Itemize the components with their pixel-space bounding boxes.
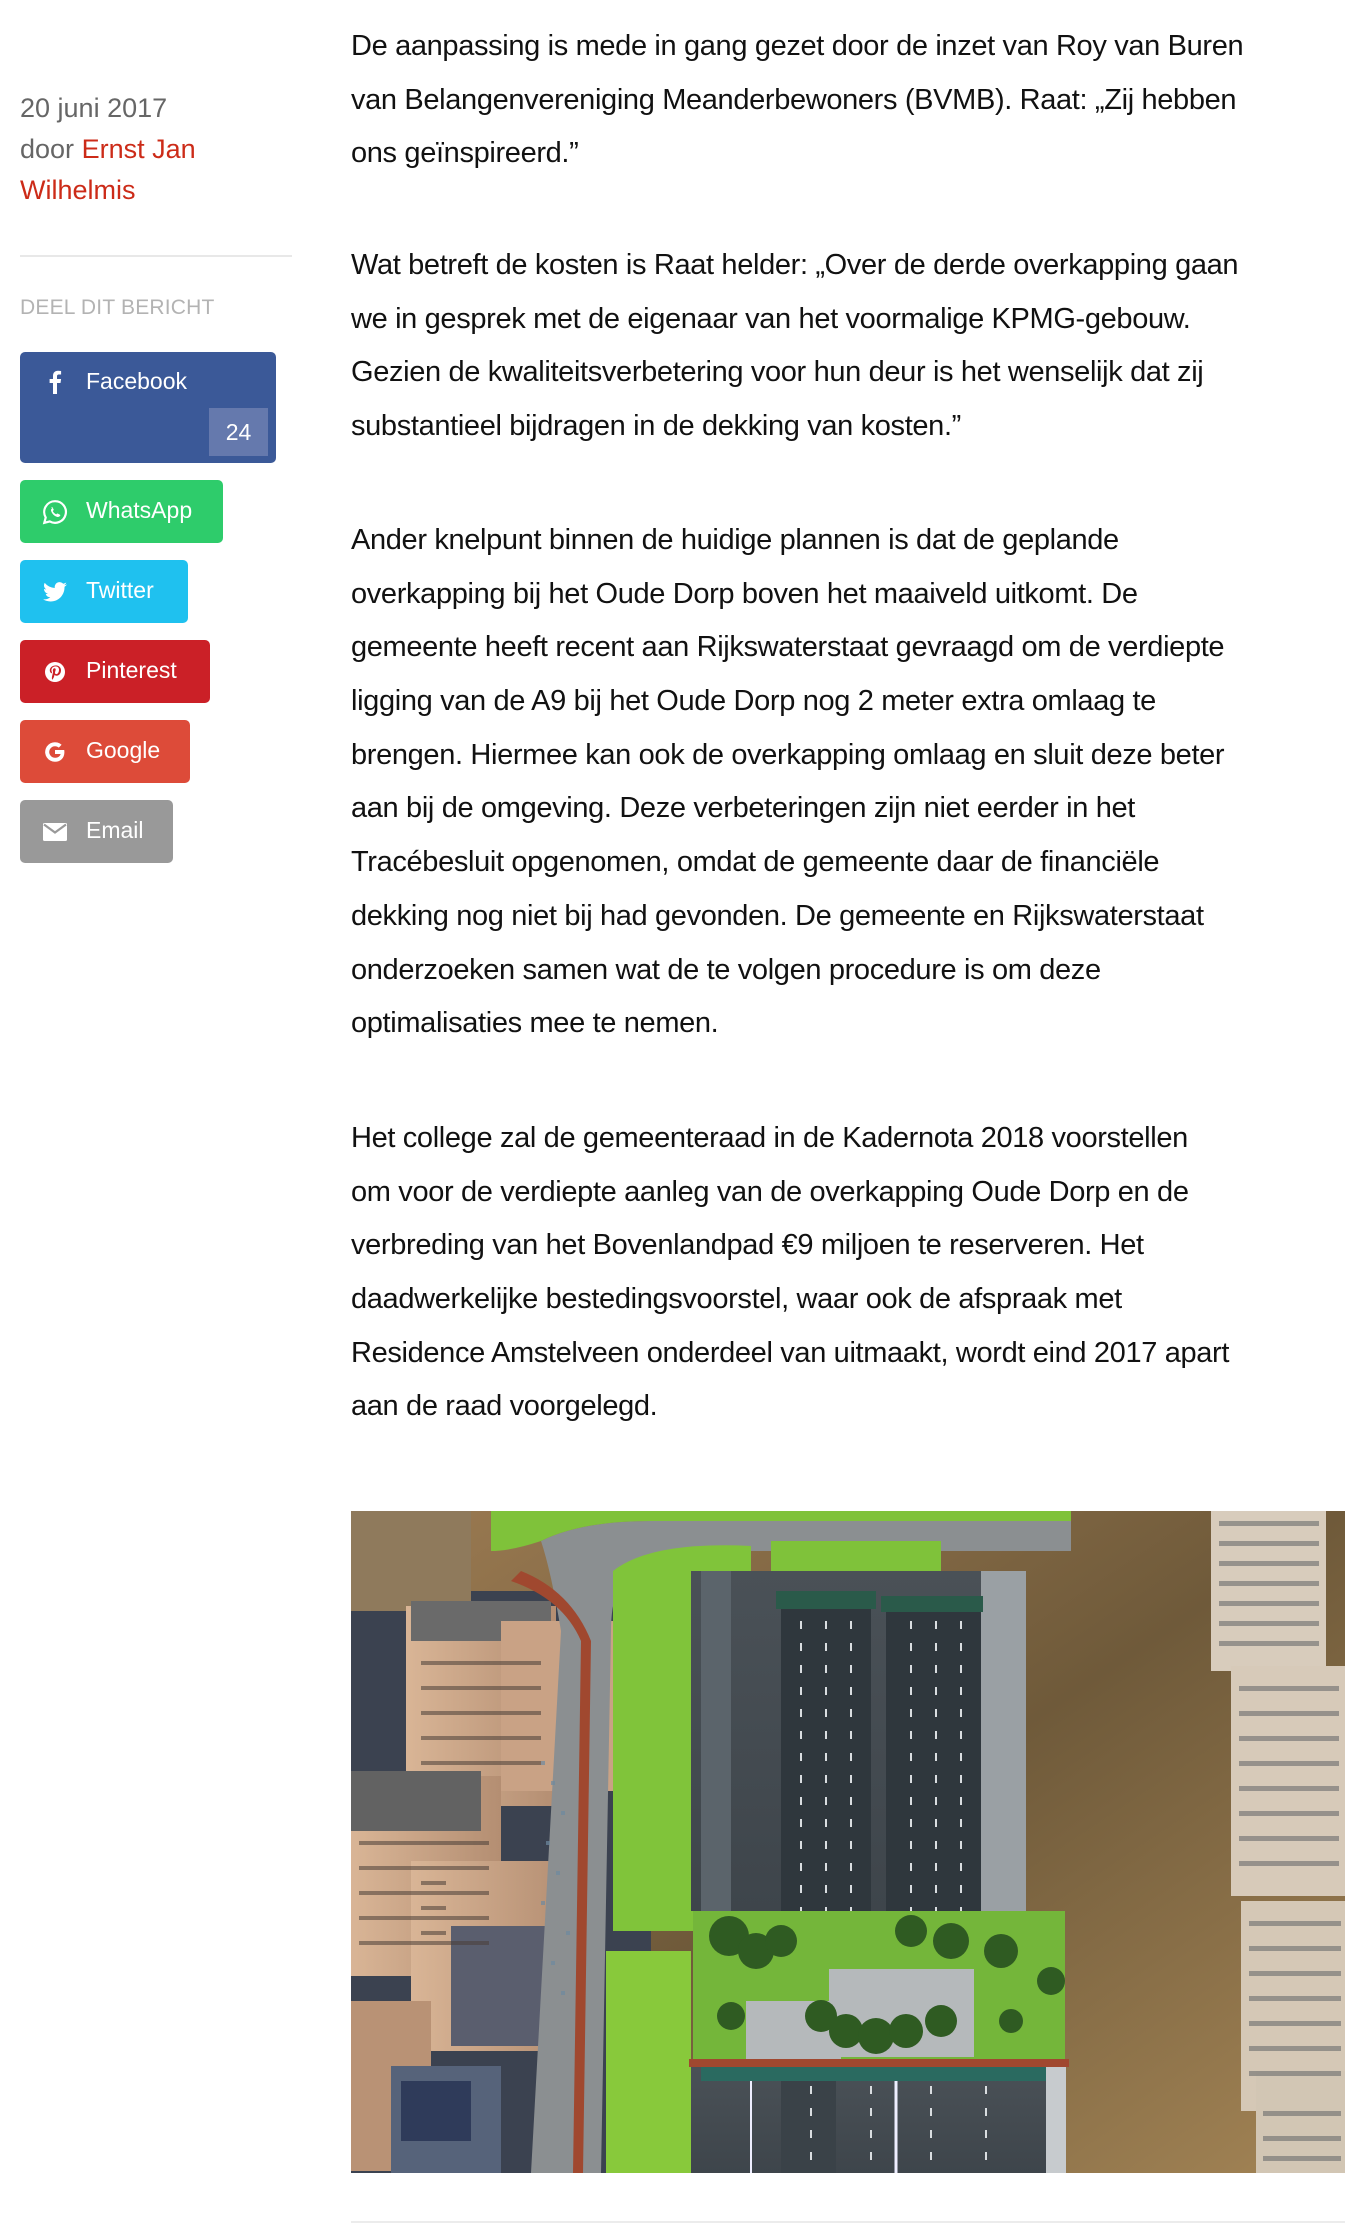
share-facebook-button[interactable]	[20, 352, 276, 463]
post-date: 20 juni 2017	[20, 93, 168, 123]
paragraph-line: Gezien de kwaliteitsverbetering voor hun deur is het wenselijk dat zij	[351, 356, 1204, 389]
paragraph-line: Wat betreft de kosten is Raat helder: „Over de derde overkapping gaan	[351, 249, 1239, 281]
share-email-label: Email	[86, 817, 144, 843]
share-whatsapp-label: WhatsApp	[86, 497, 193, 523]
byline	[20, 129, 300, 211]
paragraph-line: De aanpassing is mede in gang gezet door de inzet van Roy van Buren	[351, 30, 1244, 62]
paragraph-line: Tracébesluit opgenomen, omdat de gemeente daar de financiële	[351, 846, 1160, 879]
paragraph-line: van Belangenvereniging Meanderbewoners (BVMB). Raat: „Zij hebben	[351, 83, 1237, 116]
share-facebook-label: Facebook	[86, 368, 188, 394]
paragraph-line: substantieel bijdragen in de dekking van kosten.”	[351, 410, 961, 443]
paragraph-line: Ander knelpunt binnen de huidige plannen is dat de geplande	[351, 524, 1119, 556]
paragraph-line: ons geïnspireerd.”	[351, 137, 579, 170]
share-twitter-button[interactable]	[20, 560, 188, 623]
twitter-icon	[42, 579, 68, 605]
paragraph-4	[351, 1112, 1347, 1434]
share-email-button[interactable]	[20, 800, 173, 863]
pinterest-icon	[42, 659, 68, 685]
share-pinterest-button[interactable]	[20, 640, 210, 703]
paragraph-3	[351, 514, 1347, 1051]
paragraph-2	[351, 239, 1347, 454]
article-image-aerial-tunnel-rendering	[351, 1511, 1345, 2173]
paragraph-line: brengen. Hiermee kan ook de overkapping omlaag en sluit deze beter	[351, 738, 1225, 771]
bottom-divider	[351, 2221, 1345, 2223]
paragraph-line: Het college zal de gemeenteraad in de Kadernota 2018 voorstellen	[351, 1122, 1188, 1154]
aerial-photo-illustration	[351, 1511, 1345, 2173]
paragraph-line: daadwerkelijke bestedingsvoorstel, waar ook de afspraak met	[351, 1283, 1122, 1316]
share-pinterest-label: Pinterest	[86, 657, 177, 683]
byline-label: door	[20, 134, 75, 164]
share-google-label: Google	[86, 737, 161, 763]
paragraph-line: overkapping bij het Oude Dorp boven het maaiveld uitkomt. De	[351, 577, 1138, 610]
paragraph-line: we in gesprek met de eigenaar van het voormalige KPMG-gebouw.	[351, 302, 1191, 335]
paragraph-line: aan bij de omgeving. Deze verbeteringen zijn niet eerder in het	[351, 792, 1136, 825]
paragraph-line: aan de raad voorgelegd.	[351, 1390, 658, 1423]
whatsapp-icon	[42, 499, 68, 525]
paragraph-line: verbreding van het Bovenlandpad €9 miljoen te reserveren. Het	[351, 1229, 1144, 1262]
paragraph-line: om voor de verdiepte aanleg van de overkapping Oude Dorp en de	[351, 1175, 1189, 1208]
paragraph-line: dekking nog niet bij had gevonden. De gemeente en Rijkswaterstaat	[351, 899, 1204, 932]
post-meta	[20, 88, 300, 211]
share-whatsapp-button[interactable]	[20, 480, 223, 543]
paragraph-line: gemeente heeft recent aan Rijkswaterstaat gevraagd om de verdiepte	[351, 631, 1225, 664]
email-icon	[42, 819, 68, 845]
sidebar-divider	[20, 255, 292, 257]
share-heading: DEEL DIT BERICHT	[20, 296, 215, 319]
paragraph-line: Residence Amstelveen onderdeel van uitmaakt, wordt eind 2017 apart	[351, 1336, 1230, 1369]
paragraph-line: onderzoeken samen wat de te volgen procedure is om deze	[351, 953, 1101, 986]
author-name-line2: Wilhelmis	[20, 175, 136, 205]
facebook-share-count: 24	[209, 408, 268, 456]
facebook-icon	[42, 369, 68, 395]
paragraph-1	[351, 20, 1347, 181]
paragraph-line: ligging van de A9 bij het Oude Dorp nog 2 meter extra omlaag te	[351, 685, 1156, 718]
share-google-button[interactable]	[20, 720, 190, 783]
paragraph-line: optimalisaties mee te nemen.	[351, 1007, 719, 1040]
google-icon	[42, 739, 68, 765]
author-name-line1: Ernst Jan	[81, 134, 196, 164]
share-twitter-label: Twitter	[86, 577, 154, 603]
